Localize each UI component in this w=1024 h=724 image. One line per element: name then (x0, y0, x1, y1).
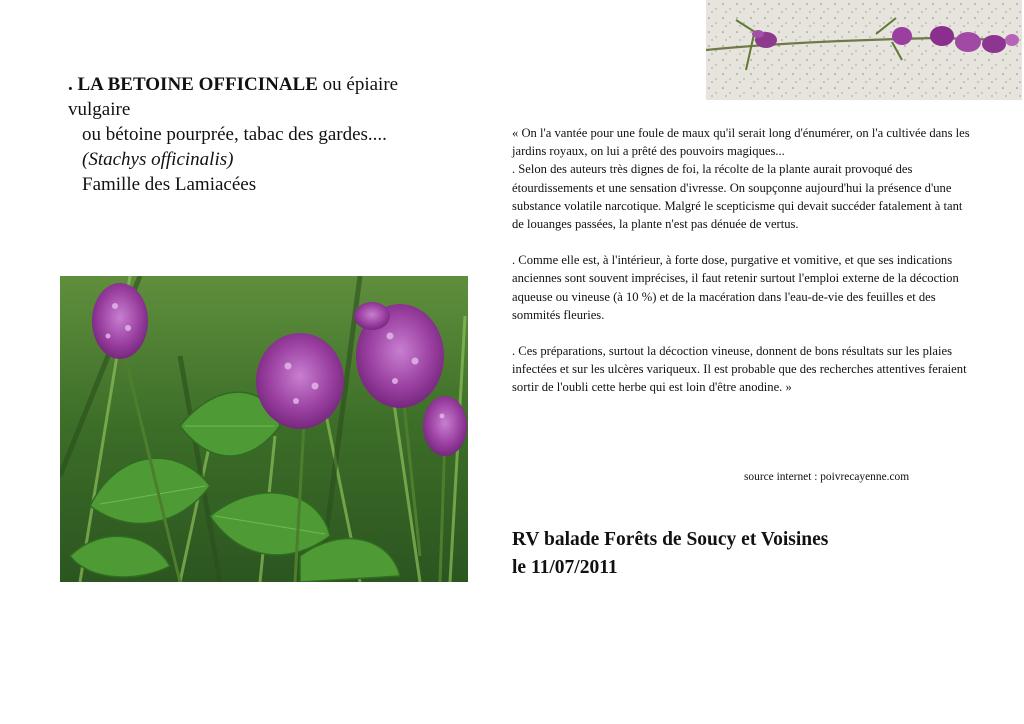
plant-name-qualifier: OFFICINALE (198, 74, 318, 95)
paragraph-gap (512, 233, 972, 251)
plant-alt-name: ou épiaire (322, 74, 399, 95)
flower-stem-photo (706, 0, 1022, 100)
plant-name: . LA BETOINE (68, 74, 194, 95)
quote-paragraph-2: . Selon des auteurs très dignes de foi, la récolte de la plante aurait provoqué des étourdissements et une sensation d'ivresse. On soupçonne aujourd'hui la présence d'une substance volatile narcotique. Malgré le scepticisme qui devait succéder fatalement à tant de louanges passées, la plante n'est pas dénuée de vertus. (512, 162, 963, 232)
plant-latin-name: (Stachys officinalis) (82, 149, 234, 170)
quote-paragraph-1: « On l'a vantée pour une foule de maux qu'il serait long d'énumérer, on l'a cultivée dans les jardins royaux, on lui a prêté des pouvoirs magiques... (512, 126, 970, 159)
plant-name-line (68, 72, 488, 97)
quote-paragraph-3: . Comme elle est, à l'intérieur, à forte dose, purgative et vomitive, et que ses indications anciennes sont souvent imprécises, il faut retenir surtout l'emploi externe de la décoction aqueuse ou vineuse (à 10 %) et de la macération dans l'eau-de-vie des feuilles et des sommités fleuries. (512, 253, 959, 322)
quoted-description (512, 124, 972, 397)
source-credit: source internet : poivrecayenne.com (744, 471, 910, 483)
event-title: RV balade Forêts de Soucy et Voisines (512, 529, 829, 550)
plant-family: Famille des Lamiacées (82, 174, 257, 195)
quote-paragraph-4: . Ces préparations, surtout la décoction vineuse, donnent de bons résultats sur les plaies infectées et sur les ulcères variqueux. Il est probable que des recherches attentives feraient sortir de l'oubli cette herbe qui est loin d'être anodine. » (512, 344, 967, 395)
paragraph-gap (512, 324, 972, 342)
title-block (68, 72, 488, 197)
event-announcement (512, 526, 972, 582)
plant-alt-name-cont: vulgaire (68, 99, 131, 120)
plant-common-names: ou bétoine pourprée, tabac des gardes.... (82, 124, 387, 145)
betony-flowers-photo (60, 276, 468, 582)
event-date: le 11/07/2011 (512, 557, 618, 578)
